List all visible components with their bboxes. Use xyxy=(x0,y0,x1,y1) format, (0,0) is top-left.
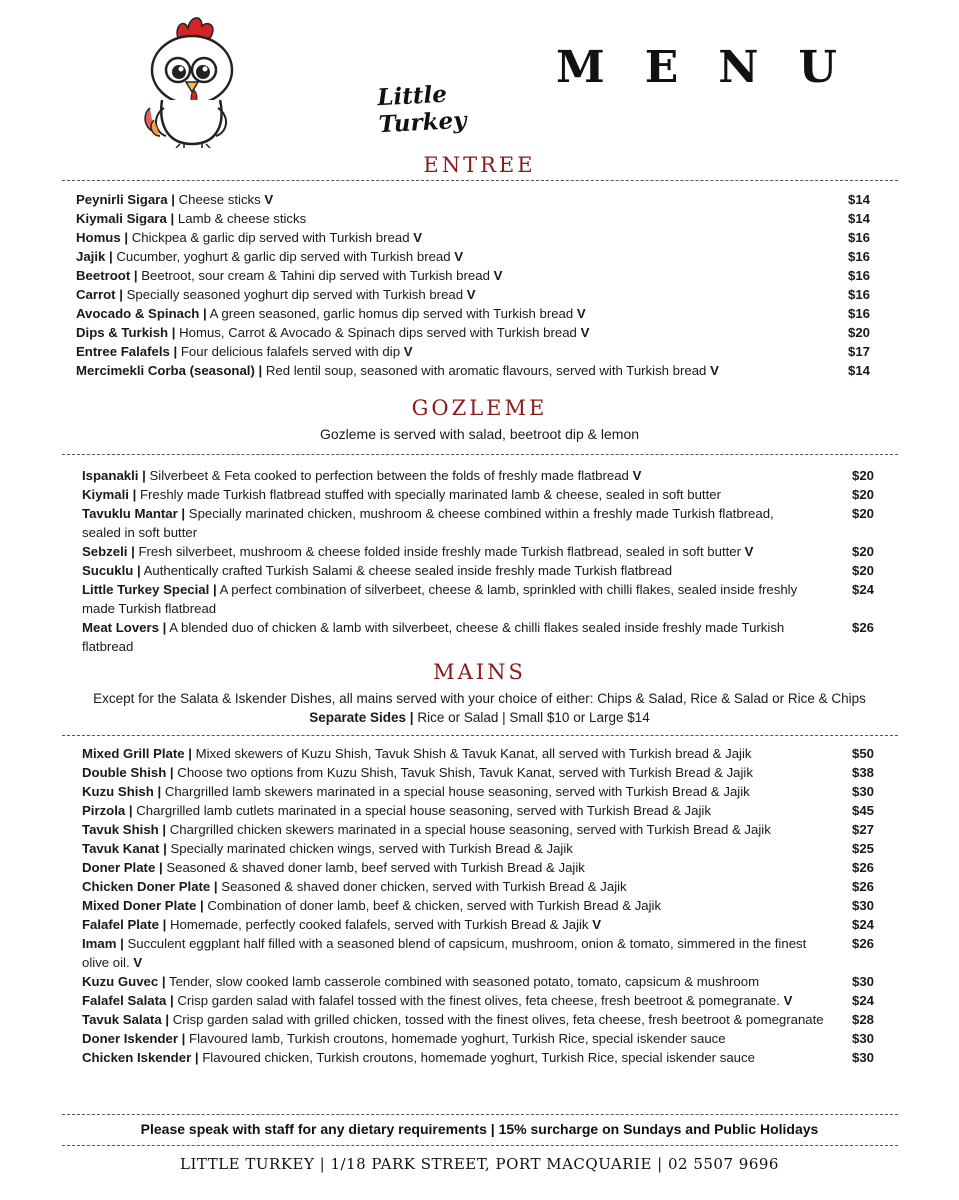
menu-item xyxy=(82,466,882,485)
menu-item-description: Chickpea & garlic dip served with Turkish bread xyxy=(131,230,410,245)
menu-item-name: Kuzu Shish | xyxy=(82,784,162,799)
vegetarian-badge: V xyxy=(710,363,719,378)
menu-item-name: Chicken Doner Plate | xyxy=(82,879,218,894)
menu-item-price: $16 xyxy=(848,249,871,264)
menu-item-name: Homus | xyxy=(76,230,129,245)
menu-item-name: Beetroot | xyxy=(76,268,138,283)
menu-item-description: Combination of doner lamb, beef & chicken, served with Turkish Bread & Jajik xyxy=(207,898,662,913)
menu-item-text xyxy=(82,896,827,915)
menu-item-price: $20 xyxy=(852,487,875,502)
menu-item xyxy=(82,972,882,991)
menu-item xyxy=(76,190,876,209)
menu-item-price: $45 xyxy=(852,803,875,818)
menu-item-price: $24 xyxy=(852,917,875,932)
menu-item xyxy=(76,209,876,228)
menu-item-name: Double Shish | xyxy=(82,765,174,780)
menu-item-text xyxy=(82,877,827,896)
menu-item-text xyxy=(82,782,827,801)
vegetarian-badge: V xyxy=(466,287,476,302)
menu-item-text xyxy=(82,763,827,782)
menu-item-price: $14 xyxy=(848,192,871,207)
menu-item-text xyxy=(76,361,806,380)
menu-item-text xyxy=(76,190,806,209)
menu-item-text xyxy=(82,744,827,763)
menu-item-price: $38 xyxy=(852,765,875,780)
menu-item-name: Tavuk Kanat | xyxy=(82,841,167,856)
menu-item xyxy=(82,839,882,858)
menu-item-price: $28 xyxy=(852,1012,875,1027)
menu-item-name: Tavuk Shish | xyxy=(82,822,167,837)
menu-item xyxy=(76,228,876,247)
menu-item-price: $20 xyxy=(852,506,875,521)
menu-item-description: Seasoned & shaved doner chicken, served with Turkish Bread & Jajik xyxy=(221,879,627,894)
menu-item-text xyxy=(76,323,806,342)
gozleme-note: Gozleme is served with salad, beetroot dip & lemon xyxy=(319,426,640,442)
menu-item-description: Crisp garden salad with grilled chicken, tossed with the finest olives, feta cheese, fresh beetroot & pomegranate xyxy=(172,1012,824,1027)
menu-item-description: Four delicious falafels served with dip xyxy=(180,344,401,359)
menu-item-description: Chargrilled lamb cutlets marinated in a special house seasoning, served with Turkish Bread & Jajik xyxy=(136,803,711,818)
menu-item-price: $20 xyxy=(852,468,875,483)
menu-item-text xyxy=(82,1048,827,1067)
menu-item xyxy=(82,763,882,782)
menu-item xyxy=(82,801,882,820)
vegetarian-badge: V xyxy=(403,344,413,359)
menu-item-text xyxy=(82,466,812,485)
footer-note: Please speak with staff for any dietary requirements | 15% surcharge on Sundays and Public Holidays xyxy=(140,1121,819,1137)
section-title-mains: MAINS xyxy=(433,660,526,684)
menu-item xyxy=(82,1048,882,1067)
sides-text: Rice or Salad | Small $10 or Large $14 xyxy=(417,710,650,725)
divider xyxy=(62,454,898,455)
menu-item-description: Chargrilled chicken skewers marinated in a special house seasoning, served with Turkish Bread & Jajik xyxy=(169,822,771,837)
menu-item-name: Falafel Salata | xyxy=(82,993,174,1008)
address: LITTLE TURKEY | 1/18 PARK STREET, PORT MACQUARIE | 02 5507 9696 xyxy=(180,1155,779,1173)
menu-item xyxy=(82,485,882,504)
menu-item-description: Lamb & cheese sticks xyxy=(177,211,307,226)
menu-item-description: A green seasoned, garlic homus dip served with Turkish bread xyxy=(209,306,574,321)
page-title: MENU xyxy=(556,42,877,93)
mains-note: Except for the Salata & Iskender Dishes, all mains served with your choice of either: Chips & Salad, Rice & Salad or Rice & Chips xyxy=(93,691,866,706)
menu-item-name: Carrot | xyxy=(76,287,123,302)
menu-item-price: $17 xyxy=(848,344,871,359)
menu-item-name: Kiymali | xyxy=(82,487,137,502)
menu-item-description: Succulent eggplant half filled with a seasoned blend of capsicum, mushroom, onion & tomato, simmered in the finest olive oil. xyxy=(82,936,807,970)
menu-item-name: Peynirli Sigara | xyxy=(76,192,175,207)
menu-item xyxy=(82,896,882,915)
menu-item-text xyxy=(82,1010,827,1029)
menu-item xyxy=(82,580,882,618)
menu-item-price: $26 xyxy=(852,620,875,635)
menu-item-name: Sebzeli | xyxy=(82,544,135,559)
menu-item-text xyxy=(82,858,827,877)
menu-item-text xyxy=(76,228,806,247)
menu-item-text xyxy=(82,561,812,580)
logo xyxy=(140,8,468,148)
menu-item-price: $30 xyxy=(852,784,875,799)
menu-item-text xyxy=(76,209,806,228)
turkey-mascot-icon xyxy=(140,8,240,148)
menu-item-name: Pirzola | xyxy=(82,803,133,818)
menu-item-price: $16 xyxy=(848,268,871,283)
menu-item-name: Meat Lovers | xyxy=(82,620,167,635)
menu-item-price: $14 xyxy=(848,211,871,226)
menu-item-text xyxy=(76,304,806,323)
menu-item-name: Falafel Plate | xyxy=(82,917,167,932)
vegetarian-badge: V xyxy=(632,468,642,483)
menu-item-name: Imam | xyxy=(82,936,124,951)
menu-item-price: $30 xyxy=(852,1031,875,1046)
menu-item xyxy=(82,1010,882,1029)
menu-item-name: Doner Iskender | xyxy=(82,1031,186,1046)
menu-item-price: $24 xyxy=(852,582,875,597)
menu-item-name: Tavuk Salata | xyxy=(82,1012,170,1027)
menu-item-description: Red lentil soup, seasoned with aromatic flavours, served with Turkish bread xyxy=(265,363,707,378)
menu-item-price: $30 xyxy=(852,974,875,989)
menu-item xyxy=(76,323,876,342)
menu-item-price: $27 xyxy=(852,822,875,837)
divider xyxy=(62,1145,898,1146)
menu-item-description: Choose two options from Kuzu Shish, Tavuk Shish, Tavuk Kanat, served with Turkish Bread & Jajik xyxy=(177,765,753,780)
menu-item-text xyxy=(76,266,806,285)
menu-item-name: Kuzu Guvec | xyxy=(82,974,166,989)
vegetarian-badge: V xyxy=(576,306,586,321)
menu-item-description: Tender, slow cooked lamb casserole combined with seasoned potato, tomato, capsicum & mushroom xyxy=(169,974,760,989)
menu-item-price: $20 xyxy=(852,563,875,578)
menu-item-description: Specially marinated chicken, mushroom & cheese combined within a freshly made Turkish flatbread, sealed in soft butter xyxy=(82,506,774,540)
menu-item-price: $26 xyxy=(852,879,875,894)
menu-item-name: Sucuklu | xyxy=(82,563,141,578)
section-title-gozleme: GOZLEME xyxy=(411,396,548,420)
vegetarian-badge: V xyxy=(264,192,274,207)
menu-item-name: Avocado & Spinach | xyxy=(76,306,207,321)
gozleme-list xyxy=(82,466,882,656)
menu-item-text xyxy=(82,1029,827,1048)
menu-item-description: Homus, Carrot & Avocado & Spinach dips served with Turkish bread xyxy=(179,325,577,340)
menu-item-name: Chicken Iskender | xyxy=(82,1050,199,1065)
menu-item xyxy=(82,504,882,542)
menu-item-description: A blended duo of chicken & lamb with silverbeet, cheese & chilli flakes sealed inside freshly made Turkish flatbread xyxy=(82,620,785,654)
vegetarian-badge: V xyxy=(493,268,503,283)
vegetarian-badge: V xyxy=(454,249,464,264)
menu-item-price: $16 xyxy=(848,287,871,302)
entree-list xyxy=(76,190,876,380)
menu-item-text xyxy=(82,485,812,504)
menu-item xyxy=(76,342,876,361)
menu-item-text xyxy=(76,285,806,304)
menu-item xyxy=(82,782,882,801)
sides-label: Separate Sides | xyxy=(309,710,414,725)
menu-item-price: $16 xyxy=(848,306,871,321)
menu-item-name: Little Turkey Special | xyxy=(82,582,217,597)
menu-item-text xyxy=(82,580,812,618)
section-title-entree: ENTREE xyxy=(423,153,536,177)
menu-item xyxy=(82,1029,882,1048)
menu-item xyxy=(82,618,882,656)
menu-item-price: $25 xyxy=(852,841,875,856)
menu-item-name: Tavuklu Mantar | xyxy=(82,506,186,521)
menu-item-name: Entree Falafels | xyxy=(76,344,178,359)
menu-item-text xyxy=(82,934,827,972)
menu-item-text xyxy=(82,991,827,1010)
menu-item-name: Mixed Grill Plate | xyxy=(82,746,192,761)
menu-item-description: Mixed skewers of Kuzu Shish, Tavuk Shish & Tavuk Kanat, all served with Turkish bread & Jajik xyxy=(195,746,752,761)
menu-item-text xyxy=(82,820,827,839)
menu-item xyxy=(82,542,882,561)
menu-item-description: Homemade, perfectly cooked falafels, served with Turkish Bread & Jajik xyxy=(170,917,589,932)
menu-item-description: Authentically crafted Turkish Salami & cheese sealed inside freshly made Turkish flatbread xyxy=(143,563,673,578)
menu-item-description: Freshly made Turkish flatbread stuffed with specially marinated lamb & cheese, sealed in soft butter xyxy=(139,487,721,502)
menu-item-description: Specially seasoned yoghurt dip served with Turkish bread xyxy=(126,287,464,302)
menu-item-text xyxy=(76,247,806,266)
menu-item xyxy=(82,820,882,839)
menu-item-text xyxy=(82,542,812,561)
menu-item-price: $20 xyxy=(848,325,871,340)
menu-item xyxy=(82,744,882,763)
menu-item-price: $16 xyxy=(848,230,871,245)
menu-item-price: $50 xyxy=(852,746,875,761)
menu-item-text xyxy=(82,618,812,656)
menu-item-name: Jajik | xyxy=(76,249,113,264)
menu-item-text xyxy=(82,915,827,934)
separate-sides xyxy=(0,710,959,725)
menu-item-price: $26 xyxy=(852,860,875,875)
divider xyxy=(62,1114,898,1115)
menu-item-name: Dips & Turkish | xyxy=(76,325,176,340)
menu-item-price: $30 xyxy=(852,1050,875,1065)
brand-name: Little Turkey xyxy=(376,80,468,139)
menu-item-text xyxy=(82,504,812,542)
menu-item xyxy=(76,361,876,380)
divider xyxy=(62,735,898,736)
menu-item xyxy=(76,247,876,266)
menu-item-text xyxy=(82,839,827,858)
vegetarian-badge: V xyxy=(133,955,143,970)
menu-item-price: $26 xyxy=(852,936,875,951)
menu-item-name: Kiymali Sigara | xyxy=(76,211,175,226)
menu-item-price: $24 xyxy=(852,993,875,1008)
menu-item-price: $14 xyxy=(848,363,871,378)
vegetarian-badge: V xyxy=(592,917,601,932)
menu-item-description: A perfect combination of silverbeet, cheese & lamb, sprinkled with chilli flakes, sealed inside freshly made Turkish flatbread xyxy=(82,582,798,616)
menu-item xyxy=(82,858,882,877)
menu-item-description: Beetroot, sour cream & Tahini dip served with Turkish bread xyxy=(141,268,490,283)
menu-item xyxy=(82,915,882,934)
menu-item xyxy=(82,934,882,972)
menu-item-description: Cheese sticks xyxy=(178,192,261,207)
menu-item-description: Chargrilled lamb skewers marinated in a special house seasoning, served with Turkish Bread & Jajik xyxy=(164,784,750,799)
menu-item-description: Silverbeet & Feta cooked to perfection between the folds of freshly made flatbread xyxy=(149,468,629,483)
menu-item-price: $20 xyxy=(852,544,875,559)
menu-item-description: Flavoured lamb, Turkish croutons, homemade yoghurt, Turkish Rice, special iskender sauce xyxy=(189,1031,726,1046)
divider xyxy=(62,180,898,181)
menu-item xyxy=(76,266,876,285)
menu-item-description: Cucumber, yoghurt & garlic dip served with Turkish bread xyxy=(116,249,451,264)
vegetarian-badge: V xyxy=(744,544,754,559)
menu-item-name: Mercimekli Corba (seasonal) | xyxy=(76,363,263,378)
vegetarian-badge: V xyxy=(783,993,793,1008)
menu-item xyxy=(76,285,876,304)
menu-item xyxy=(76,304,876,323)
menu-item-description: Seasoned & shaved doner lamb, beef served with Turkish Bread & Jajik xyxy=(166,860,585,875)
menu-item-text xyxy=(82,801,827,820)
menu-item-description: Crisp garden salad with falafel tossed with the finest olives, feta cheese, fresh beetroot & pomegranate. xyxy=(177,993,780,1008)
menu-item-name: Doner Plate | xyxy=(82,860,163,875)
vegetarian-badge: V xyxy=(580,325,590,340)
menu-item-text xyxy=(76,342,806,361)
menu-item xyxy=(82,991,882,1010)
menu-item-description: Specially marinated chicken wings, served with Turkish Bread & Jajik xyxy=(170,841,573,856)
vegetarian-badge: V xyxy=(413,230,423,245)
mains-list xyxy=(82,744,882,1067)
menu-item xyxy=(82,877,882,896)
menu-item-description: Flavoured chicken, Turkish croutons, homemade yoghurt, Turkish Rice, special iskender sauce xyxy=(202,1050,755,1065)
menu-item-price: $30 xyxy=(852,898,875,913)
menu-item xyxy=(82,561,882,580)
menu-item-name: Mixed Doner Plate | xyxy=(82,898,204,913)
menu-item-name: Ispanakli | xyxy=(82,468,146,483)
menu-item-text xyxy=(82,972,827,991)
menu-item-description: Fresh silverbeet, mushroom & cheese folded inside freshly made Turkish flatbread, sealed in soft butter xyxy=(138,544,741,559)
